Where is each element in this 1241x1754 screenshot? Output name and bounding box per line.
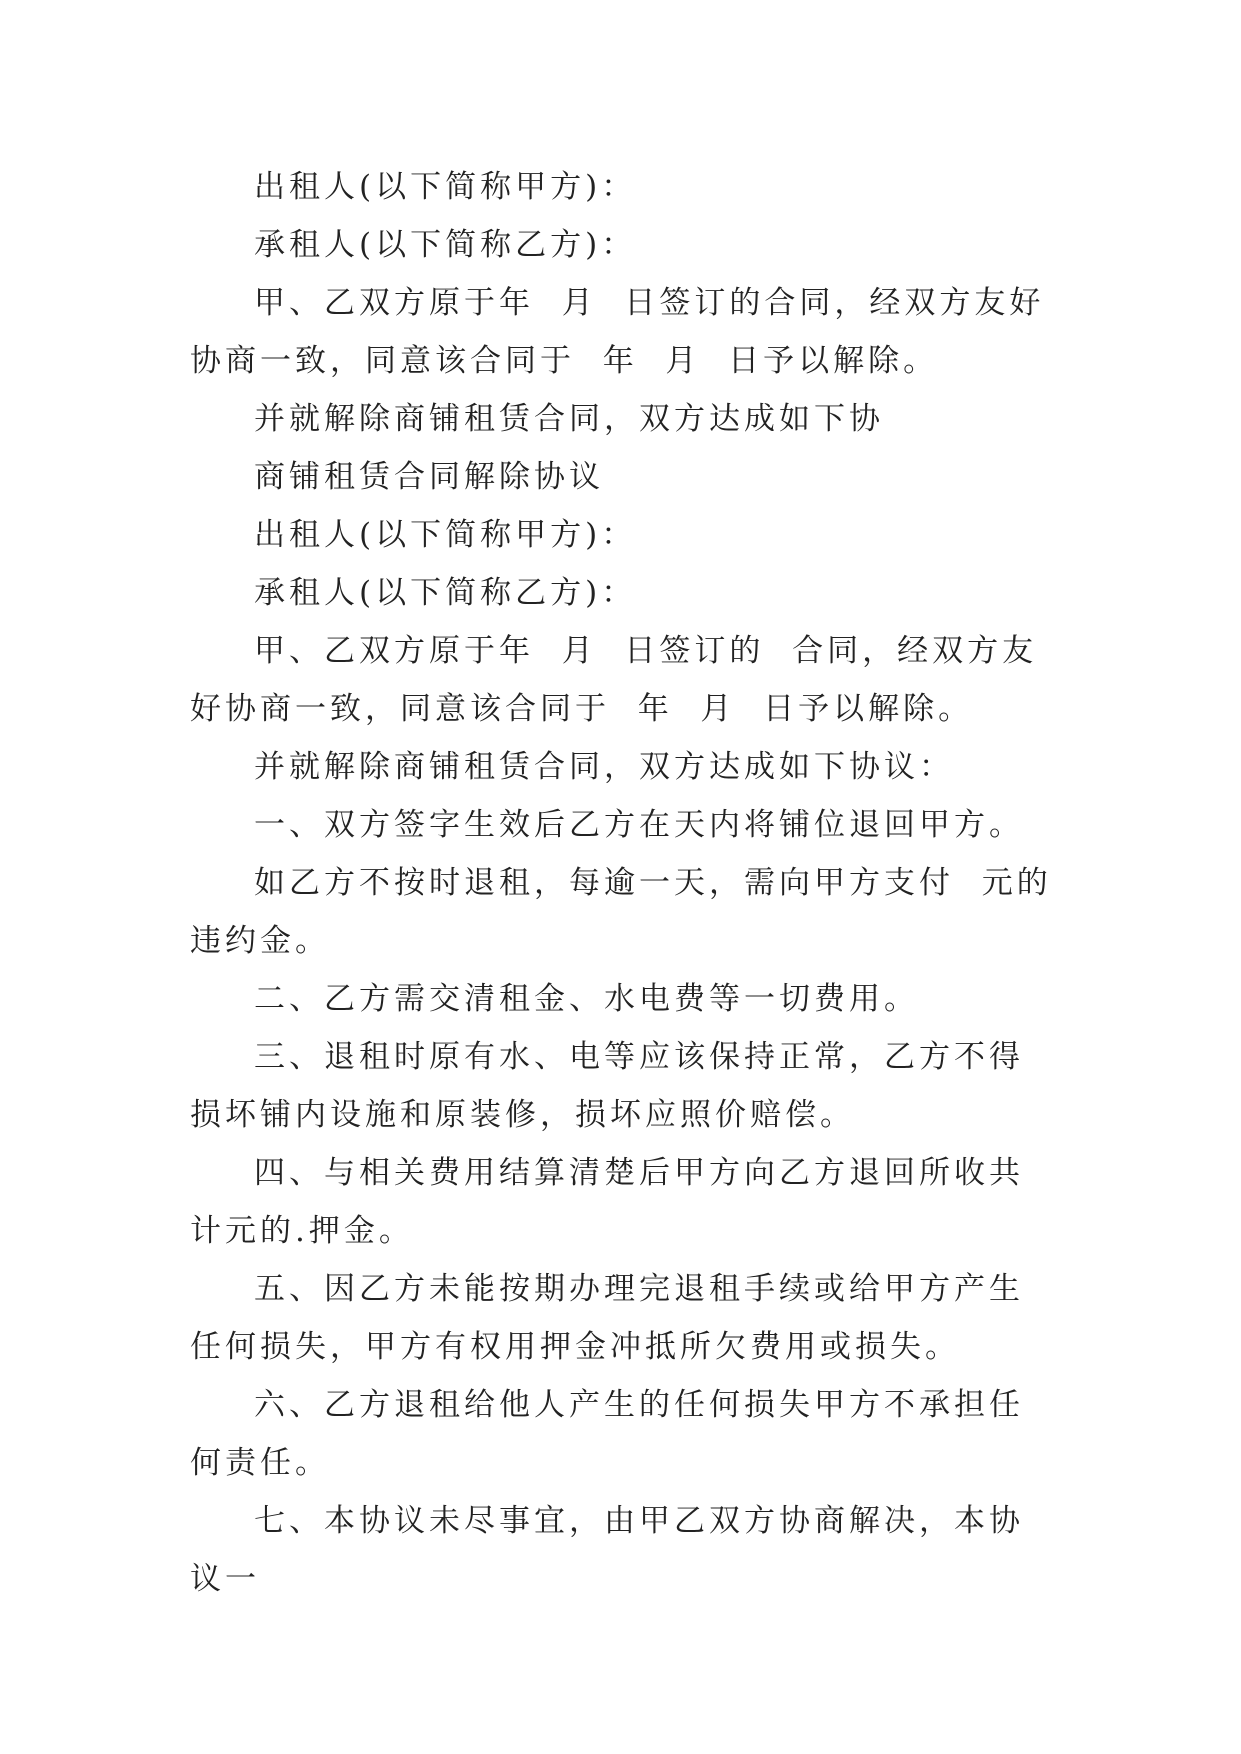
- clause-two: 二、乙方需交清租金、水电费等一切费用。: [254, 981, 919, 1017]
- clause-six: 六、乙方退租给他人产生的任何损失甲方不承担任何责任。: [190, 1387, 1024, 1481]
- paragraph-lessor-repeat: 出租人(以下简称甲方)：: [254, 517, 637, 553]
- clause-five: 五、因乙方未能按期办理完退租手续或给甲方产生任何损失，甲方有权用押金冲抵所欠费用或损失。: [190, 1271, 1024, 1365]
- paragraph-termination-intro-repeat: 甲、乙双方原于年 月 日签订的 合同，经双方友好协商一致，同意该合同于 年 月 日予以解除。: [190, 633, 1038, 727]
- paragraph-agreement-title: 商铺租赁合同解除协议: [254, 459, 604, 495]
- clause-one-penalty: 如乙方不按时退租，每逾一天，需向甲方支付 元的违约金。: [190, 865, 1052, 959]
- clause-four: 四、与相关费用结算清楚后甲方向乙方退回所收共计元的.押金。: [190, 1155, 1024, 1249]
- clause-three: 三、退租时原有水、电等应该保持正常，乙方不得损坏铺内设施和原装修，损坏应照价赔偿。: [190, 1039, 1024, 1133]
- paragraph-agreement-lead-full: 并就解除商铺租赁合同，双方达成如下协议：: [254, 749, 954, 785]
- paragraph-termination-intro: 甲、乙双方原于年 月 日签订的合同，经双方友好协商一致，同意该合同于 年 月 日予以解除。: [190, 285, 1045, 379]
- paragraph-lessee-repeat: 承租人(以下简称乙方)：: [254, 575, 637, 611]
- paragraph-lessor: 出租人(以下简称甲方)：: [254, 169, 637, 205]
- clause-one: 一、双方签字生效后乙方在天内将铺位退回甲方。: [254, 807, 1024, 843]
- paragraph-lessee: 承租人(以下简称乙方)：: [254, 227, 637, 263]
- paragraph-agreement-lead: 并就解除商铺租赁合同，双方达成如下协: [254, 401, 884, 437]
- clause-seven: 七、本协议未尽事宜，由甲乙双方协商解决，本协议一: [190, 1503, 1024, 1597]
- document-body: [190, 158, 1055, 1608]
